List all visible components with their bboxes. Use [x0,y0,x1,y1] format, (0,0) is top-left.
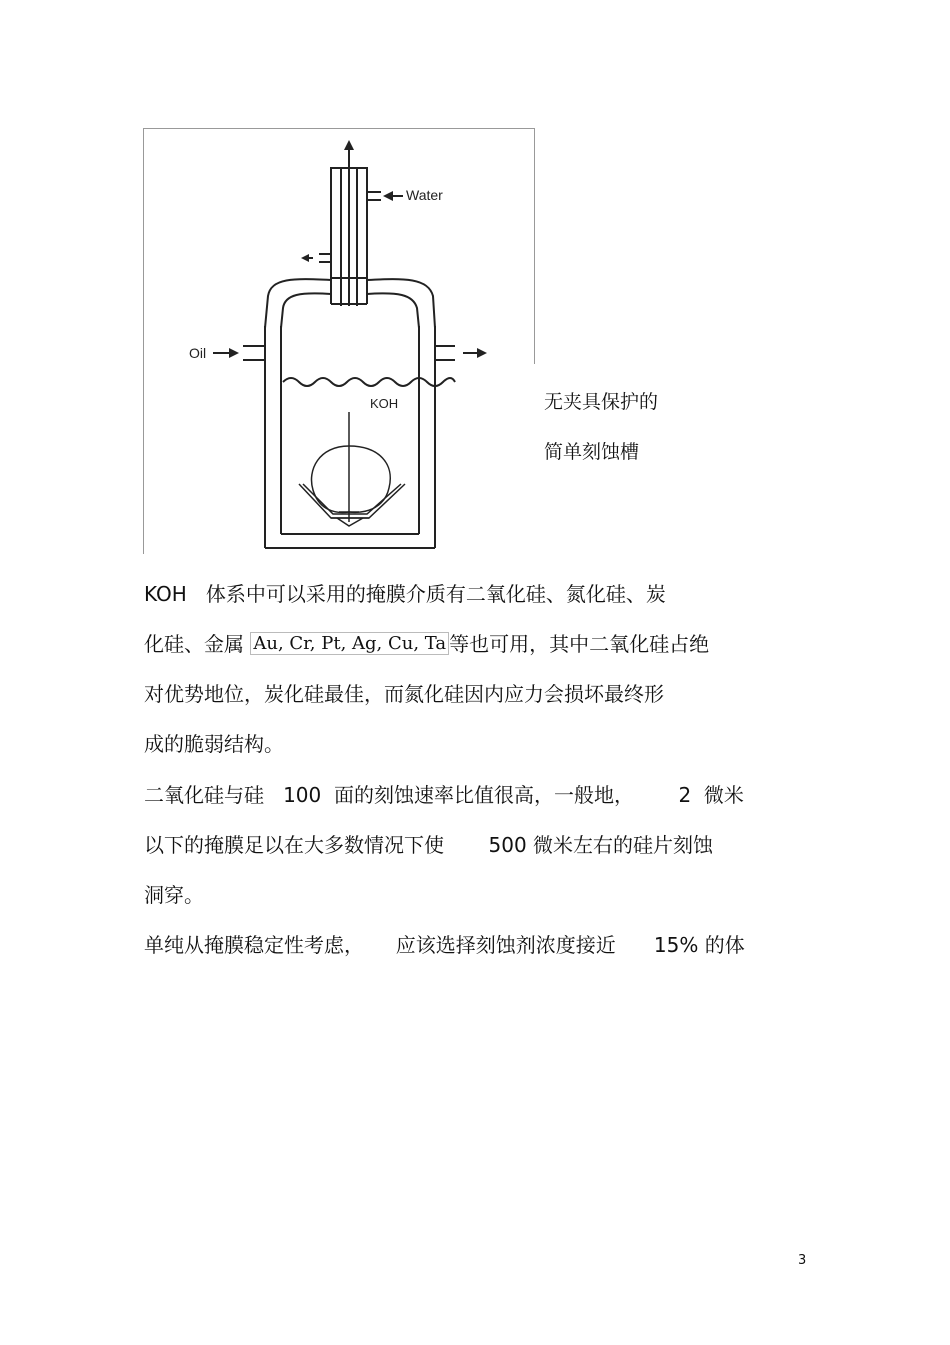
body-line-2-start: 化硅、金属 [144,632,251,656]
koh-label: KOH [370,396,399,411]
outlet-right-arrow-icon [477,348,487,358]
body-line-8: 单纯从掩膜稳定性考虑， 应该选择刻蚀剂浓度接近 15% 的体 [144,933,745,957]
body-line-7: 洞穿。 [144,883,204,907]
etching-tank-diagram [143,128,535,554]
body-line-5: 二氧化硅与硅 100 面的刻蚀速率比值很高，一般地， 2 微米 [144,783,744,807]
oil-label: Oil [189,345,207,361]
outlet-arrow-icon [344,140,354,150]
body-line-2-end: 等也可用，其中二氧化硅占绝 [449,632,710,656]
condenser [319,146,381,306]
metals-inline-image: Au, Cr, Pt, Ag, Cu, Ta [250,632,449,655]
etching-tank-figure [143,128,535,554]
page-number: 3 [798,1253,807,1268]
figure-caption-line-1: 无夹具保护的 [544,391,659,413]
body-line-4: 成的脆弱结构。 [144,732,284,756]
liquid-surface [283,378,455,386]
figure-caption-line-2: 简单刻蚀槽 [544,441,640,463]
water-label: Water [406,187,443,203]
oil-arrow-icon [229,348,239,358]
body-line-2 [144,631,709,659]
body-line-1: KOH 体系中可以采用的掩膜介质有二氧化硅、氮化硅、炭 [144,582,666,606]
wafer-holder [299,412,405,526]
water-arrow-icon [383,191,393,201]
body-line-6: 以下的掩膜足以在大多数情况下使 500 微米左右的硅片刻蚀 [144,833,714,857]
body-line-3: 对优势地位，炭化硅最佳，而氮化硅因内应力会损坏最终形 [144,682,664,706]
water-out-arrow-icon [301,254,309,262]
